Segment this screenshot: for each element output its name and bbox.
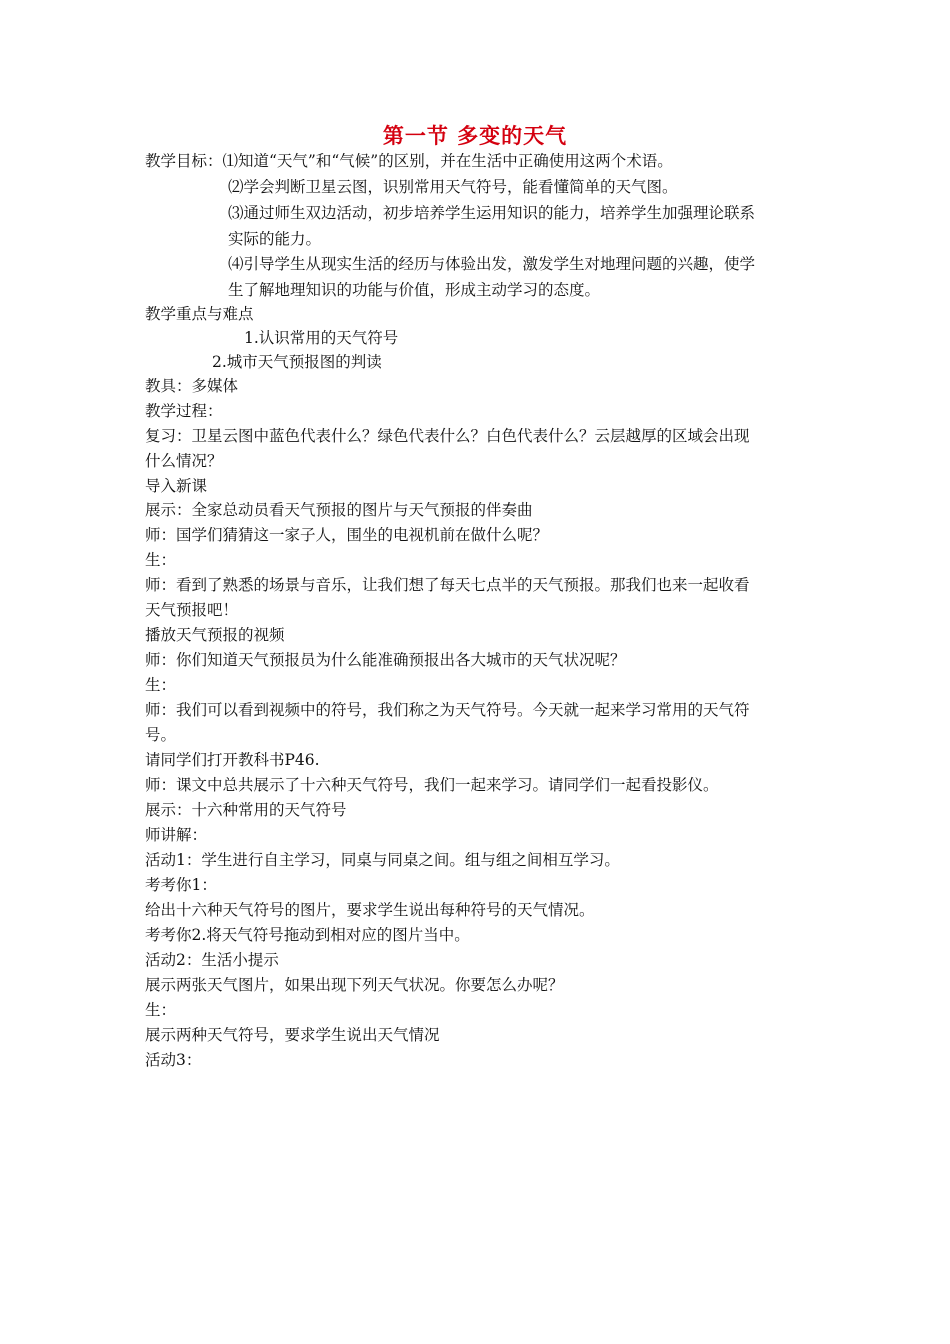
text-line: 给出十六种天气符号的图片，要求学生说出每种符号的天气情况。 [145, 901, 595, 919]
text-line: 复习：卫星云图中蓝色代表什么？绿色代表什么？白色代表什么？云层越厚的区域会出现 [145, 427, 750, 445]
text-line: 生： [145, 1001, 177, 1019]
text-line: 天气预报吧！ [145, 601, 239, 619]
text-line: 号。 [145, 726, 177, 744]
text-line: 展示：十六种常用的天气符号 [145, 801, 347, 819]
text-line: 活动1：学生进行自主学习，同桌与同桌之间。组与组之间相互学习。 [145, 851, 620, 869]
text-line: 师：看到了熟悉的场景与音乐，让我们想了每天七点半的天气预报。那我们也来一起收看 [145, 576, 750, 594]
text-line: 师：课文中总共展示了十六种天气符号，我们一起来学习。请同学们一起看投影仪。 [145, 776, 719, 794]
page-title: 第一节 多变的天气 [382, 124, 568, 148]
text-line: 师：你们知道天气预报员为什么能准确预报出各大城市的天气状况呢？ [145, 651, 626, 669]
section-heading: 教学重点与难点 [145, 305, 254, 323]
text-line: 生了解地理知识的功能与价值，形成主动学习的态度。 [228, 281, 601, 299]
text-line: ⑷引导学生从现实生活的经历与体验出发，激发学生对地理问题的兴趣，使学 [228, 255, 756, 273]
text-line: 教学目标：⑴知道“天气”和“气候”的区别，并在生活中正确使用这两个术语。 [145, 152, 673, 170]
text-line: 播放天气预报的视频 [145, 626, 285, 644]
text-line: 考考你2.将天气符号拖动到相对应的图片当中。 [145, 926, 470, 944]
text-line: 考考你1： [145, 876, 217, 894]
text-line: 展示两张天气图片，如果出现下列天气状况。你要怎么办呢？ [145, 976, 564, 994]
text-line: 师：我们可以看到视频中的符号，我们称之为天气符号。今天就一起来学习常用的天气符 [145, 701, 750, 719]
text-line: 展示：全家总动员看天气预报的图片与天气预报的伴奏曲 [145, 501, 533, 519]
text-line: ⑵学会判断卫星云图，识别常用天气符号，能看懂简单的天气图。 [228, 178, 678, 196]
section-heading: 教学过程： [145, 402, 223, 420]
text-line: 生： [145, 676, 177, 694]
text-line: 展示两种天气符号，要求学生说出天气情况 [145, 1026, 440, 1044]
section-heading: 导入新课 [145, 477, 208, 495]
text-line: 实际的能力。 [228, 230, 322, 248]
text-line: 活动2：生活小提示 [145, 951, 279, 969]
text-line: 师讲解： [145, 826, 208, 844]
list-item: 2.城市天气预报图的判读 [212, 353, 382, 371]
text-line: ⑶通过师生双边活动，初步培养学生运用知识的能力，培养学生加强理论联系 [228, 204, 756, 222]
list-item: 1.认识常用的天气符号 [244, 329, 399, 347]
text-line: 生： [145, 551, 177, 569]
text-line: 活动3： [145, 1051, 202, 1069]
text-line: 请同学们打开教科书P46. [145, 751, 320, 769]
text-line: 师：国学们猜猜这一家子人，围坐的电视机前在做什么呢？ [145, 526, 549, 544]
text-line: 什么情况？ [145, 452, 223, 470]
text-line: 教具：多媒体 [145, 377, 239, 395]
